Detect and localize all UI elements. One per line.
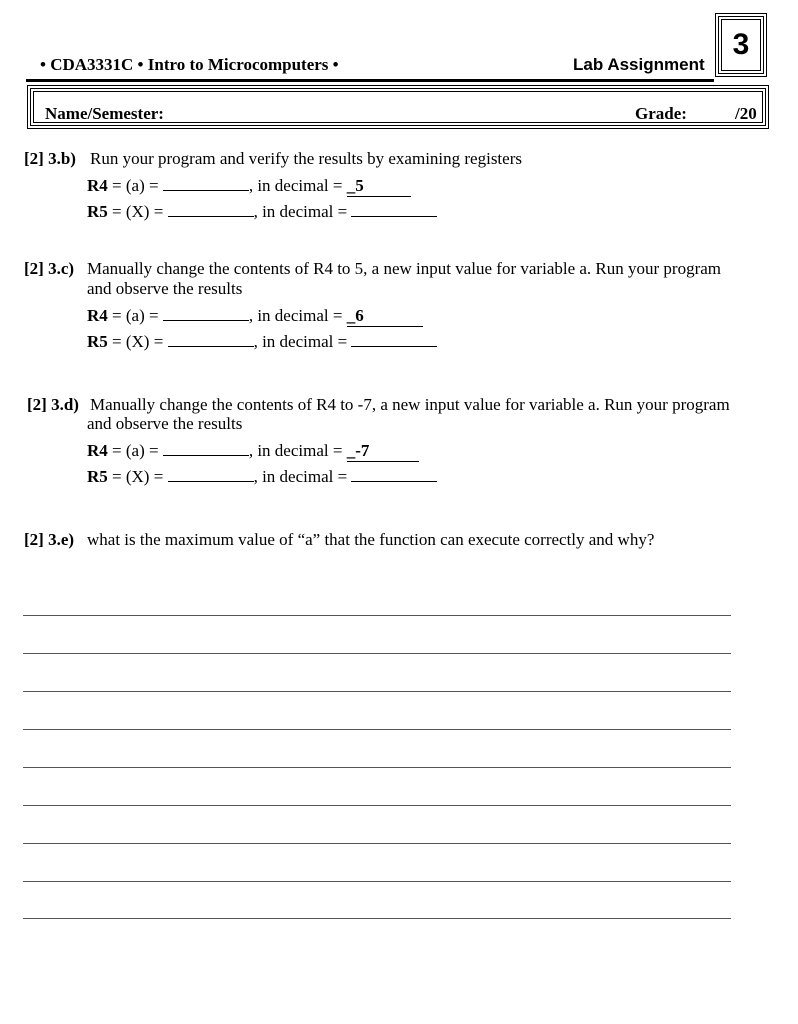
- answer-line[interactable]: [23, 691, 731, 692]
- r4-decimal-answer[interactable]: _5: [347, 176, 411, 197]
- course-title: • CDA3331C • Intro to Microcomputers •: [40, 55, 339, 74]
- question-text: and observe the results: [87, 279, 243, 298]
- grade-label: Grade:: [635, 104, 687, 123]
- in-decimal-label: , in decimal =: [248, 176, 347, 195]
- r5-answer-row: [87, 201, 437, 222]
- question-text: what is the maximum value of “a” that the function can execute correctly and why?: [87, 530, 655, 549]
- answer-line[interactable]: [23, 653, 731, 654]
- in-decimal-label: , in decimal =: [248, 441, 347, 460]
- question-number: [2] 3.c): [24, 259, 75, 278]
- r5-hex-blank[interactable]: [168, 331, 254, 347]
- answer-line[interactable]: [23, 805, 731, 806]
- question-text: Manually change the contents of R4 to -7, a new input value for variable a. Run your program: [90, 395, 730, 414]
- r4-answer-row: [87, 440, 419, 462]
- r4-hex-blank[interactable]: [163, 440, 249, 456]
- header-rule: [26, 79, 714, 82]
- lab-number-box: [715, 13, 767, 77]
- in-decimal-label: , in decimal =: [248, 306, 347, 325]
- r4-var: = (a) =: [107, 306, 163, 325]
- in-decimal-label: , in decimal =: [253, 467, 352, 486]
- r5-var: = (X) =: [107, 202, 168, 221]
- answer-line[interactable]: [23, 843, 731, 844]
- r4-hex-blank[interactable]: [163, 175, 249, 191]
- lab-assignment-title: Lab Assignment: [573, 55, 705, 74]
- r4-decimal-answer[interactable]: _6: [347, 306, 423, 327]
- r4-var: = (a) =: [107, 441, 163, 460]
- r4-label: R4: [87, 306, 108, 325]
- r5-label: R5: [87, 332, 108, 351]
- question-text: and observe the results: [87, 414, 243, 433]
- r4-var: = (a) =: [107, 176, 163, 195]
- r4-hex-blank[interactable]: [163, 305, 249, 321]
- grade-total: /20: [735, 104, 757, 123]
- r5-hex-blank[interactable]: [168, 201, 254, 217]
- question-number: [2] 3.e): [24, 530, 75, 549]
- r4-label: R4: [87, 441, 108, 460]
- r5-answer-row: [87, 466, 437, 487]
- r4-label: R4: [87, 176, 108, 195]
- answer-line[interactable]: [23, 881, 731, 882]
- in-decimal-label: , in decimal =: [253, 332, 352, 351]
- name-grade-box: [27, 85, 769, 129]
- r4-decimal-answer[interactable]: _-7: [347, 441, 419, 462]
- name-semester-label: Name/Semester:: [45, 104, 164, 123]
- r5-label: R5: [87, 202, 108, 221]
- answer-line[interactable]: [23, 615, 731, 616]
- r5-decimal-blank[interactable]: [351, 331, 437, 347]
- r4-answer-row: [87, 305, 423, 327]
- r5-hex-blank[interactable]: [168, 466, 254, 482]
- r5-decimal-blank[interactable]: [351, 201, 437, 217]
- answer-line[interactable]: [23, 729, 731, 730]
- question-text: Run your program and verify the results by examining registers: [90, 149, 522, 168]
- question-number: [2] 3.b): [24, 149, 76, 168]
- question-number: [2] 3.d): [27, 395, 79, 414]
- r5-var: = (X) =: [107, 332, 168, 351]
- r5-decimal-blank[interactable]: [351, 466, 437, 482]
- in-decimal-label: , in decimal =: [253, 202, 352, 221]
- lab-number: 3: [721, 19, 761, 71]
- r5-var: = (X) =: [107, 467, 168, 486]
- answer-line[interactable]: [23, 767, 731, 768]
- question-text: Manually change the contents of R4 to 5, a new input value for variable a. Run your program: [87, 259, 722, 278]
- r5-answer-row: [87, 331, 437, 352]
- answer-line[interactable]: [23, 918, 731, 919]
- r5-label: R5: [87, 467, 108, 486]
- r4-answer-row: [87, 175, 411, 197]
